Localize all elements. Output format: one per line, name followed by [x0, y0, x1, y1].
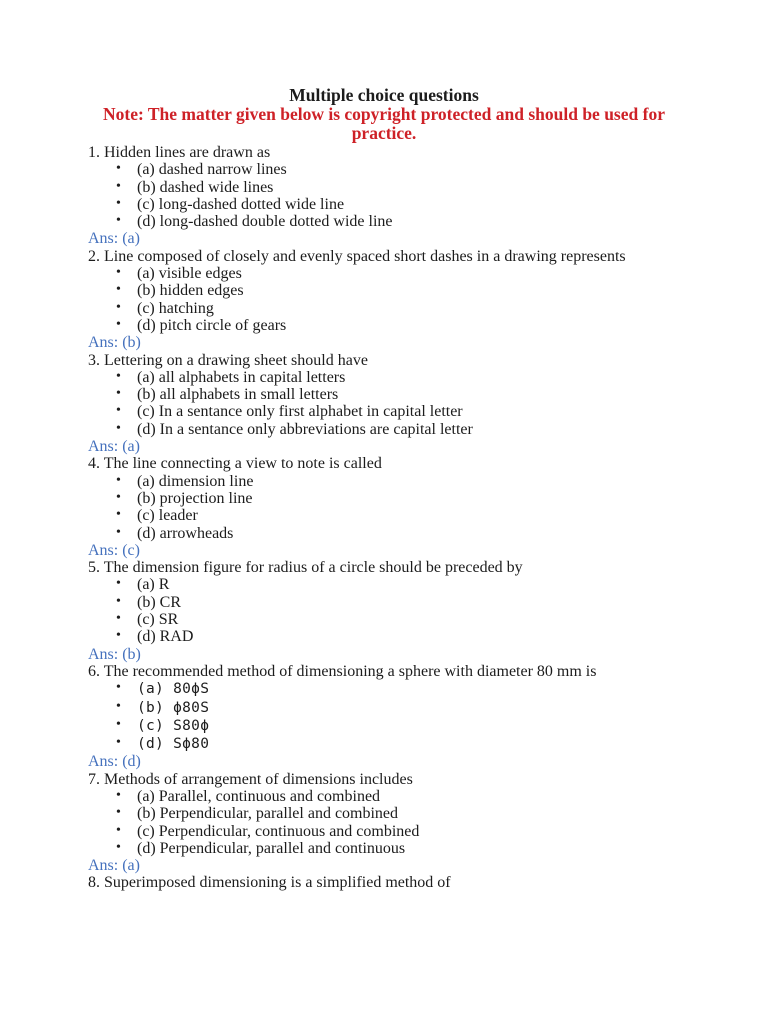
question-text: 3. Lettering on a drawing sheet should have [88, 351, 368, 369]
option-text: (a) all alphabets in capital letters [137, 368, 346, 386]
question-text: 2. Line composed of closely and evenly spaced short dashes in a drawing represents [88, 247, 626, 265]
option-text: (d) arrowheads [137, 524, 234, 542]
option-text: (a) dimension line [137, 472, 254, 490]
question-block [88, 771, 680, 875]
option-text: (b) projection line [137, 489, 253, 507]
bullet-icon: • [116, 368, 121, 384]
option-item [88, 179, 680, 196]
bullet-icon: • [116, 576, 121, 592]
question-block [88, 874, 680, 891]
option-text: (d) RAD [137, 628, 194, 646]
bullet-icon: • [116, 472, 121, 488]
answer-text: Ans: (d) [88, 753, 141, 771]
bullet-icon: • [116, 698, 121, 714]
option-text: (b) CR [137, 593, 181, 611]
options-list [88, 473, 680, 542]
option-item [88, 680, 680, 698]
bullet-icon: • [116, 805, 121, 821]
option-item [88, 386, 680, 403]
options-list [88, 788, 680, 857]
option-item [88, 717, 680, 735]
bullet-icon: • [116, 316, 121, 332]
option-text: (a) R [137, 576, 170, 594]
option-item [88, 265, 680, 282]
question-text: 1. Hidden lines are drawn as [88, 144, 271, 161]
option-item [88, 490, 680, 507]
bullet-icon: • [116, 489, 121, 505]
answer-text: Ans: (c) [88, 541, 140, 559]
bullet-icon: • [116, 178, 121, 194]
options-list [88, 680, 680, 753]
option-item [88, 576, 680, 593]
bullet-icon: • [116, 299, 121, 315]
bullet-icon: • [116, 195, 121, 211]
option-item [88, 473, 680, 490]
option-text: (b) all alphabets in small letters [137, 386, 339, 404]
option-text: (d) Perpendicular, parallel and continuous [137, 839, 406, 857]
option-item [88, 699, 680, 717]
questions-section [88, 144, 680, 892]
question-text: 6. The recommended method of dimensioning a sphere with diameter 80 mm is [88, 662, 597, 680]
question-block [88, 352, 680, 456]
bullet-icon: • [116, 680, 121, 696]
option-text: (c) S80ϕ [137, 717, 210, 734]
bullet-icon: • [116, 628, 121, 644]
option-item [88, 525, 680, 542]
bullet-icon: • [116, 611, 121, 627]
question-block [88, 455, 680, 559]
question-text: 7. Methods of arrangement of dimensions includes [88, 770, 413, 788]
option-item [88, 317, 680, 334]
option-item [88, 823, 680, 840]
option-text: (d) pitch circle of gears [137, 316, 287, 334]
page-title: Multiple choice questions [289, 85, 479, 105]
option-text: (d) In a sentance only abbreviations are capital letter [137, 420, 473, 438]
copyright-note-line2: practice. [351, 122, 417, 143]
options-list [88, 576, 680, 645]
copyright-note [88, 105, 680, 142]
option-text: (c) SR [137, 611, 179, 629]
bullet-icon: • [116, 822, 121, 838]
answer-text: Ans: (a) [88, 438, 140, 456]
bullet-icon: • [116, 403, 121, 419]
option-text: (b) ϕ80S [137, 699, 210, 716]
option-text: (c) leader [137, 507, 198, 525]
option-text: (a) dashed narrow lines [137, 161, 287, 179]
option-item [88, 282, 680, 299]
option-item [88, 403, 680, 420]
option-item [88, 300, 680, 317]
option-text: (c) long-dashed dotted wide line [137, 195, 345, 213]
option-item [88, 788, 680, 805]
question-block [88, 248, 680, 352]
option-item [88, 369, 680, 386]
bullet-icon: • [116, 282, 121, 298]
option-text: (c) hatching [137, 299, 214, 317]
question-block [88, 663, 680, 771]
question-block [88, 144, 680, 248]
options-list [88, 161, 680, 230]
bullet-icon: • [116, 386, 121, 402]
bullet-icon: • [116, 265, 121, 281]
option-item [88, 805, 680, 822]
option-text: (d) Sϕ80 [137, 736, 210, 753]
bullet-icon: • [116, 507, 121, 523]
option-text: (b) hidden edges [137, 282, 244, 300]
answer-text: Ans: (b) [88, 645, 141, 663]
option-text: (d) long-dashed double dotted wide line [137, 213, 393, 231]
option-item [88, 611, 680, 628]
copyright-note-line1: Note: The matter given below is copyright protected and should be used for [103, 104, 665, 124]
option-text: (c) In a sentance only first alphabet in capital letter [137, 403, 463, 421]
option-item [88, 213, 680, 230]
question-text: 4. The line connecting a view to note is called [88, 455, 382, 473]
option-item [88, 421, 680, 438]
bullet-icon: • [116, 593, 121, 609]
option-text: (a) 80ϕS [137, 681, 210, 698]
question-text: 8. Superimposed dimensioning is a simplified method of [88, 874, 451, 892]
bullet-icon: • [116, 161, 121, 177]
option-item [88, 161, 680, 178]
option-item [88, 840, 680, 857]
option-item [88, 196, 680, 213]
option-text: (a) Parallel, continuous and combined [137, 787, 381, 805]
answer-text: Ans: (b) [88, 334, 141, 352]
bullet-icon: • [116, 839, 121, 855]
option-item [88, 735, 680, 753]
answer-text: Ans: (a) [88, 230, 140, 248]
option-item [88, 594, 680, 611]
option-text: (c) Perpendicular, continuous and combined [137, 822, 420, 840]
options-list [88, 265, 680, 334]
bullet-icon: • [116, 716, 121, 732]
bullet-icon: • [116, 787, 121, 803]
bullet-icon: • [116, 213, 121, 229]
option-item [88, 628, 680, 645]
question-text: 5. The dimension figure for radius of a circle should be preceded by [88, 559, 523, 577]
bullet-icon: • [116, 420, 121, 436]
bullet-icon: • [116, 735, 121, 751]
question-block [88, 559, 680, 663]
bullet-icon: • [116, 524, 121, 540]
option-text: (b) Perpendicular, parallel and combined [137, 805, 399, 823]
option-item [88, 507, 680, 524]
options-list [88, 369, 680, 438]
answer-text: Ans: (a) [88, 857, 140, 875]
option-text: (a) visible edges [137, 265, 242, 283]
option-text: (b) dashed wide lines [137, 178, 274, 196]
